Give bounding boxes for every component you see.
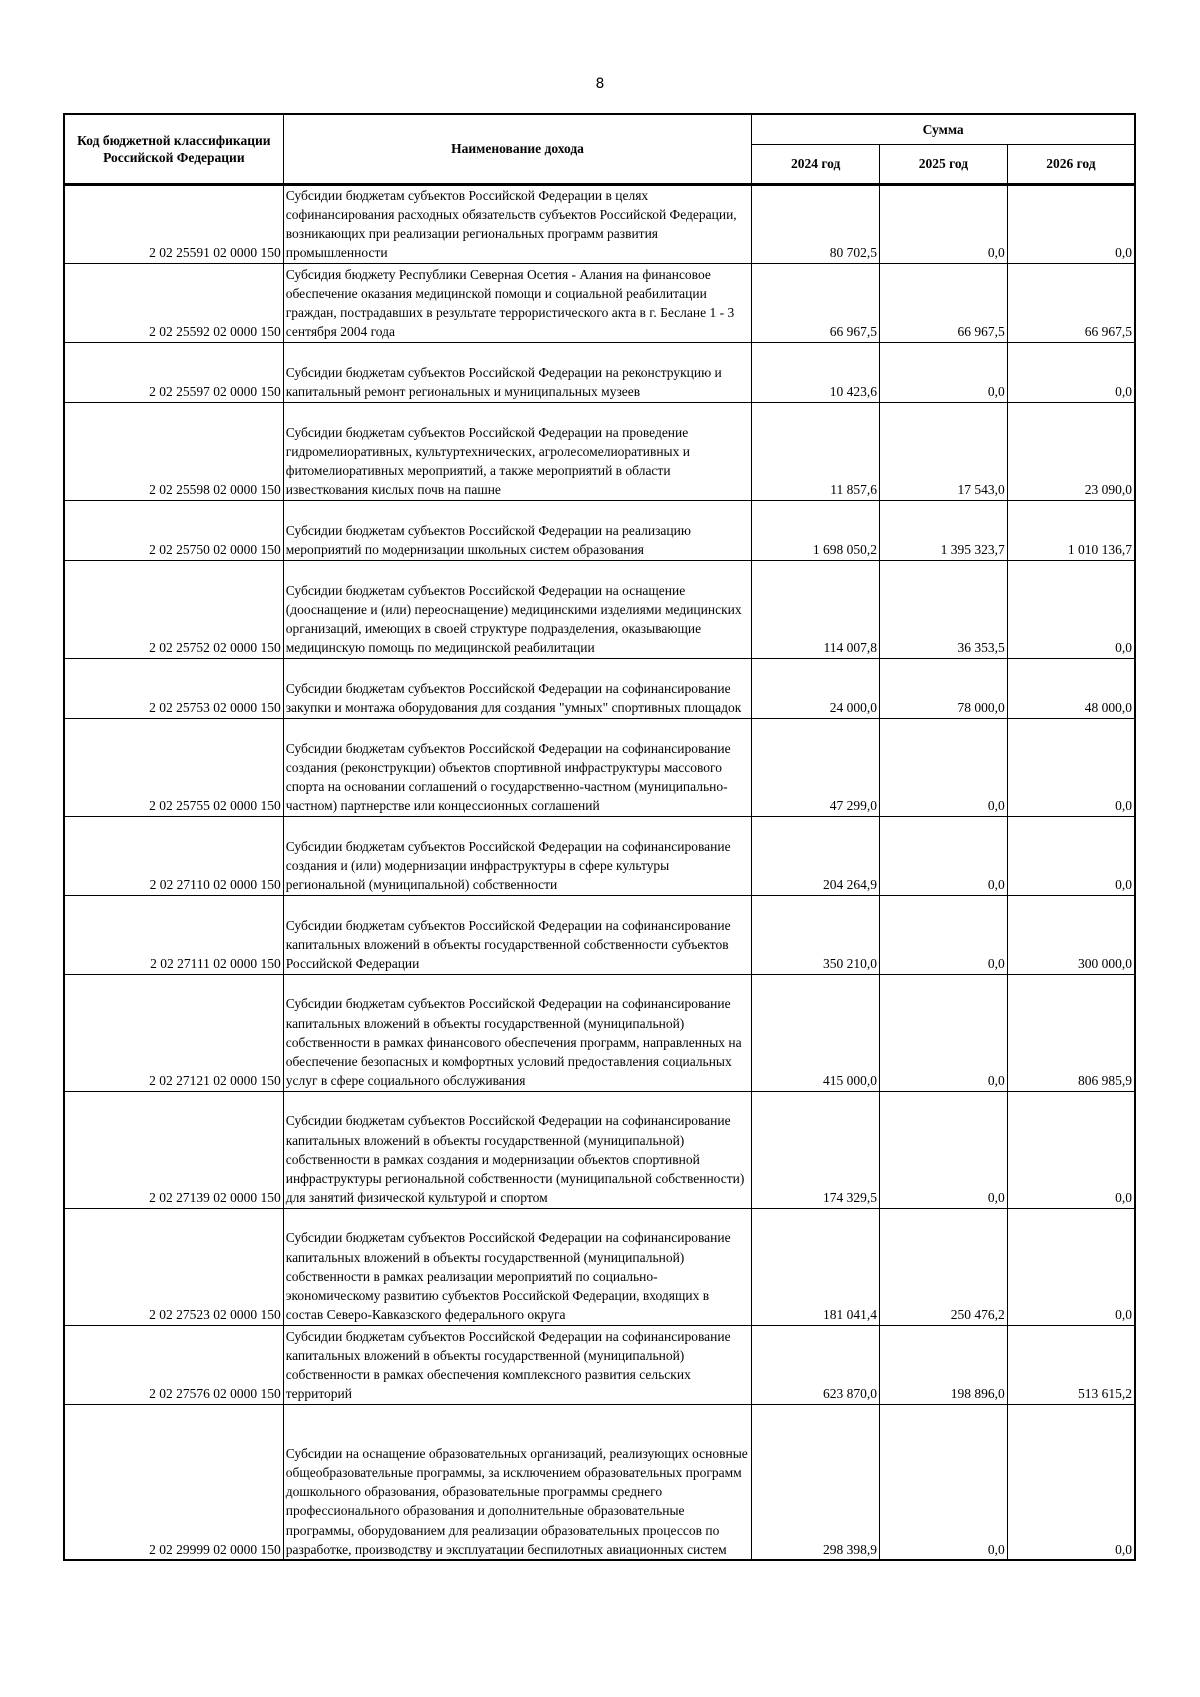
row-amount-2026: 23 090,0 <box>1007 402 1135 500</box>
row-name: Субсидии бюджетам субъектов Российской Федерации на реконструкцию и капитальный ремонт региональных и муниципальных музеев <box>283 342 752 402</box>
row-amount-2024: 350 210,0 <box>752 895 880 974</box>
row-amount-2025: 17 543,0 <box>880 402 1008 500</box>
row-amount-2025: 0,0 <box>880 342 1008 402</box>
row-name: Субсидии бюджетам субъектов Российской Федерации на софинансирование капитальных вложений в объекты государственной собственности субъектов Российской Федерации <box>283 895 752 974</box>
page-number: 8 <box>595 76 605 92</box>
row-code: 2 02 27121 02 0000 150 <box>64 974 283 1091</box>
row-amount-2024: 623 870,0 <box>752 1325 880 1404</box>
row-amount-2025: 66 967,5 <box>880 263 1008 342</box>
row-amount-2026: 48 000,0 <box>1007 658 1135 718</box>
table-row <box>64 974 1135 1091</box>
table-row <box>64 1091 1135 1208</box>
row-amount-2026: 513 615,2 <box>1007 1325 1135 1404</box>
row-code: 2 02 25598 02 0000 150 <box>64 402 283 500</box>
row-name: Субсидии бюджетам субъектов Российской Федерации на софинансирование капитальных вложений в объекты государственной (муниципальной) собственности в рамках создания и модернизации объектов спортивной инфраструктуры региональной собственности (муниципальной собственности) для занятий физической культурой и спортом <box>283 1091 752 1208</box>
row-code: 2 02 29999 02 0000 150 <box>64 1404 283 1560</box>
row-amount-2025: 0,0 <box>880 1091 1008 1208</box>
row-amount-2026: 1 010 136,7 <box>1007 500 1135 560</box>
table-row <box>64 402 1135 500</box>
row-amount-2025: 36 353,5 <box>880 560 1008 658</box>
row-name: Субсидии бюджетам субъектов Российской Федерации на оснащение (дооснащение и (или) переоснащение) медицинскими изделиями медицинских организаций, имеющих в своей структуре подразделения, оказывающие медицинскую помощь по медицинской реабилитации <box>283 560 752 658</box>
row-amount-2025: 198 896,0 <box>880 1325 1008 1404</box>
header-code: Код бюджетной классификации Российской Федерации <box>64 114 283 184</box>
table-row <box>64 263 1135 342</box>
row-name: Субсидии бюджетам субъектов Российской Федерации на софинансирование капитальных вложений в объекты государственной (муниципальной) собственности в рамках обеспечения комплексного развития сельских территорий <box>283 1325 752 1404</box>
row-amount-2024: 11 857,6 <box>752 402 880 500</box>
table-row <box>64 1325 1135 1404</box>
row-code: 2 02 27523 02 0000 150 <box>64 1208 283 1325</box>
row-amount-2026: 0,0 <box>1007 184 1135 263</box>
header-year-2024: 2024 год <box>752 144 880 184</box>
row-amount-2026: 66 967,5 <box>1007 263 1135 342</box>
row-amount-2025: 78 000,0 <box>880 658 1008 718</box>
row-amount-2026: 0,0 <box>1007 1208 1135 1325</box>
row-name: Субсидии бюджетам субъектов Российской Федерации на проведение гидромелиоративных, культуртехнических, агролесомелиоративных и фитомелиоративных мероприятий, а также мероприятий в области известкования кислых почв на пашне <box>283 402 752 500</box>
row-amount-2024: 298 398,9 <box>752 1404 880 1560</box>
table-row <box>64 342 1135 402</box>
row-amount-2026: 300 000,0 <box>1007 895 1135 974</box>
table-row <box>64 895 1135 974</box>
row-amount-2024: 1 698 050,2 <box>752 500 880 560</box>
row-amount-2024: 66 967,5 <box>752 263 880 342</box>
row-code: 2 02 27111 02 0000 150 <box>64 895 283 974</box>
table-row <box>64 560 1135 658</box>
row-amount-2026: 806 985,9 <box>1007 974 1135 1091</box>
row-code: 2 02 25755 02 0000 150 <box>64 718 283 816</box>
table-row <box>64 816 1135 895</box>
row-name: Субсидии бюджетам субъектов Российской Федерации на софинансирование капитальных вложений в объекты государственной (муниципальной) собственности в рамках финансового обеспечения программ, направленных на обеспечение безопасных и комфортных условий предоставления социальных услуг в сфере социального обслуживания <box>283 974 752 1091</box>
row-name: Субсидии бюджетам субъектов Российской Федерации в целях софинансирования расходных обязательств субъектов Российской Федерации, возникающих при реализации региональных программ развития промышленности <box>283 184 752 263</box>
row-amount-2026: 0,0 <box>1007 1404 1135 1560</box>
row-amount-2025: 1 395 323,7 <box>880 500 1008 560</box>
row-amount-2025: 0,0 <box>880 1404 1008 1560</box>
row-amount-2024: 80 702,5 <box>752 184 880 263</box>
header-name: Наименование дохода <box>283 114 752 184</box>
row-name: Субсидии бюджетам субъектов Российской Федерации на софинансирование создания и (или) модернизации инфраструктуры в сфере культуры региональной (муниципальной) собственности <box>283 816 752 895</box>
row-amount-2026: 0,0 <box>1007 1091 1135 1208</box>
row-amount-2024: 415 000,0 <box>752 974 880 1091</box>
header-sum: Сумма <box>752 114 1135 144</box>
row-amount-2025: 0,0 <box>880 816 1008 895</box>
table-row <box>64 184 1135 263</box>
row-amount-2026: 0,0 <box>1007 816 1135 895</box>
row-code: 2 02 25750 02 0000 150 <box>64 500 283 560</box>
row-name: Субсидии бюджетам субъектов Российской Федерации на реализацию мероприятий по модернизации школьных систем образования <box>283 500 752 560</box>
header-year-2025: 2025 год <box>880 144 1008 184</box>
row-amount-2025: 0,0 <box>880 718 1008 816</box>
row-code: 2 02 25597 02 0000 150 <box>64 342 283 402</box>
row-amount-2024: 114 007,8 <box>752 560 880 658</box>
row-code: 2 02 25592 02 0000 150 <box>64 263 283 342</box>
row-amount-2025: 250 476,2 <box>880 1208 1008 1325</box>
table-header <box>64 114 1135 184</box>
row-amount-2024: 24 000,0 <box>752 658 880 718</box>
table-row <box>64 1208 1135 1325</box>
row-code: 2 02 25752 02 0000 150 <box>64 560 283 658</box>
revenue-table <box>63 113 1136 1561</box>
row-amount-2024: 204 264,9 <box>752 816 880 895</box>
table-row <box>64 658 1135 718</box>
row-amount-2025: 0,0 <box>880 184 1008 263</box>
row-name: Субсидии бюджетам субъектов Российской Федерации на софинансирование закупки и монтажа оборудования для создания "умных" спортивных площадок <box>283 658 752 718</box>
row-code: 2 02 25591 02 0000 150 <box>64 184 283 263</box>
table-body <box>64 184 1135 1560</box>
header-year-2026: 2026 год <box>1007 144 1135 184</box>
table-row <box>64 1404 1135 1560</box>
row-amount-2025: 0,0 <box>880 895 1008 974</box>
row-amount-2024: 47 299,0 <box>752 718 880 816</box>
row-code: 2 02 27576 02 0000 150 <box>64 1325 283 1404</box>
table-row <box>64 500 1135 560</box>
row-name: Субсидии бюджетам субъектов Российской Федерации на софинансирование капитальных вложений в объекты государственной (муниципальной) собственности в рамках реализации мероприятий по социально-экономическому развитию субъектов Российской Федерации, входящих в состав Северо-Кавказского федерального округа <box>283 1208 752 1325</box>
row-amount-2024: 181 041,4 <box>752 1208 880 1325</box>
row-amount-2024: 10 423,6 <box>752 342 880 402</box>
row-name: Субсидии бюджетам субъектов Российской Федерации на софинансирование создания (реконструкции) объектов спортивной инфраструктуры массового спорта на основании соглашений о государственно-частном (муниципально-частном) партнерстве или концессионных соглашений <box>283 718 752 816</box>
row-amount-2025: 0,0 <box>880 974 1008 1091</box>
row-code: 2 02 27110 02 0000 150 <box>64 816 283 895</box>
row-name: Субсидия бюджету Республики Северная Осетия - Алания на финансовое обеспечение оказания медицинской помощи и социальной реабилитации граждан, пострадавших в результате террористического акта в г. Беслане 1 - 3 сентября 2004 года <box>283 263 752 342</box>
table-row <box>64 718 1135 816</box>
row-code: 2 02 27139 02 0000 150 <box>64 1091 283 1208</box>
row-code: 2 02 25753 02 0000 150 <box>64 658 283 718</box>
row-amount-2024: 174 329,5 <box>752 1091 880 1208</box>
row-name: Субсидии на оснащение образовательных организаций, реализующих основные общеобразовательные программы, за исключением образовательных программ дошкольного образования, образовательные программы среднего профессионального образования и дополнительные образовательные программы, оборудованием для реализации образовательных процессов по разработке, производству и эксплуатации беспилотных авиационных систем <box>283 1404 752 1560</box>
row-amount-2026: 0,0 <box>1007 342 1135 402</box>
row-amount-2026: 0,0 <box>1007 560 1135 658</box>
row-amount-2026: 0,0 <box>1007 718 1135 816</box>
